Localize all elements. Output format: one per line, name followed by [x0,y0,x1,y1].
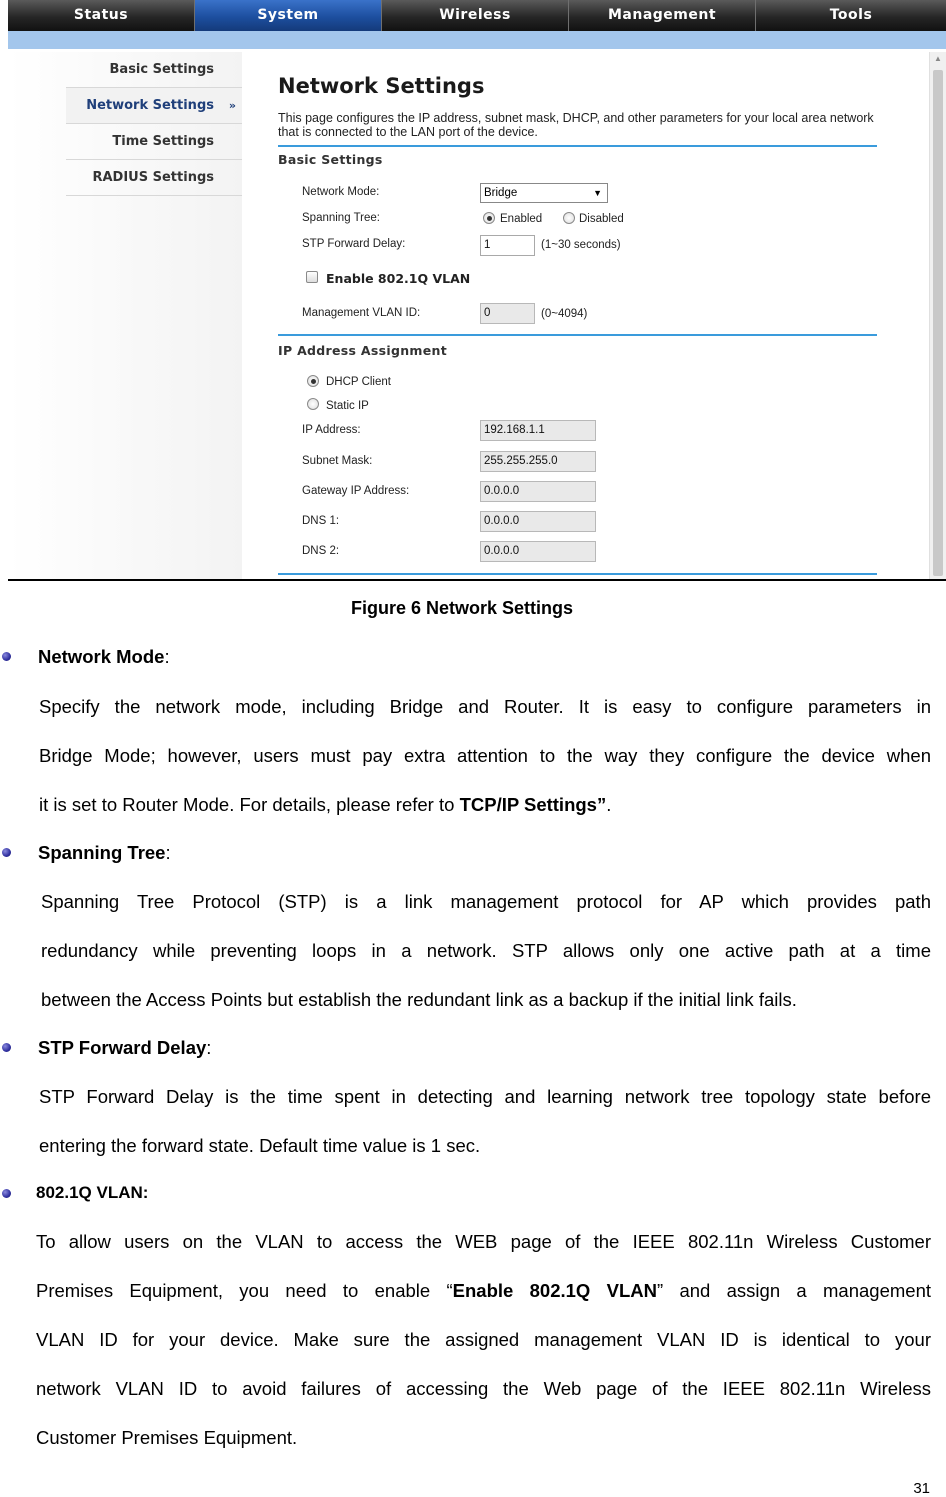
paragraph-line: Specify the network mode, including Bridge and Router. It is easy to configure parameters in [39,696,931,717]
line-text: ” and assign a management [656,1280,931,1301]
paragraph-line: Bridge Mode; however, users must pay extra attention to the way they configure the device when [39,745,931,766]
top-navigation [8,0,946,31]
enable-vlan-label: Enable 802.1Q VLAN [326,271,471,286]
spanning-tree-paragraph [41,877,931,1024]
gateway-ip-input[interactable]: 0.0.0.0 [480,481,596,502]
scroll-up-icon[interactable]: ▲ [934,54,942,63]
network-mode-paragraph [39,682,931,829]
vlan-heading [36,1183,148,1203]
spanning-tree-enabled-radio[interactable] [483,212,495,224]
bullet-icon [2,848,11,857]
paragraph-line: network VLAN ID to avoid failures of accessing the Web page of the IEEE 802.11n Wireless [36,1378,931,1399]
paragraph-line: Customer Premises Equipment. [36,1427,298,1448]
nav-tab-wireless[interactable]: Wireless [382,0,569,31]
bullet-icon [2,652,11,661]
sidebar-item-time-settings[interactable] [66,124,242,160]
subnet-mask-input[interactable]: 255.255.255.0 [480,451,596,472]
ip-address-input[interactable]: 192.168.1.1 [480,420,596,441]
sidebar-item-label: Network Settings [86,98,214,113]
paragraph-line [36,1266,931,1315]
divider [278,334,877,336]
network-mode-heading: Network Mode: [38,646,170,667]
sidebar-item-network-settings[interactable] [66,88,242,124]
sidebar-item-radius-settings[interactable] [66,160,242,196]
nav-tab-tools[interactable]: Tools [829,7,873,23]
figure-border [8,579,946,581]
dns1-label: DNS 1: [302,515,340,527]
enable-vlan-reference: Enable 802.1Q VLAN [452,1280,657,1301]
paragraph-line: redundancy while preventing loops in a network. STP allows only one active path at a time [41,940,931,961]
spanning-tree-enabled-label: Enabled [500,213,543,225]
paragraph-line: STP Forward Delay is the time spent in detecting and learning network tree topology state before [39,1086,931,1107]
paragraph-line: VLAN ID for your device. Make sure the assigned management VLAN ID is identical to your [36,1329,931,1350]
sub-navigation-bar [8,31,946,49]
paragraph-line [39,780,931,829]
dhcp-client-label: DHCP Client [326,376,391,388]
spanning-tree-heading: Spanning Tree: [38,842,171,863]
network-settings-screenshot [8,0,946,580]
tcpip-reference: TCP/IP Settings” [459,794,607,815]
dns1-input[interactable]: 0.0.0.0 [480,511,596,532]
network-mode-value: Bridge [484,187,518,199]
stp-forward-delay-term: STP Forward Delay [38,1037,207,1058]
divider [278,145,877,147]
ip-address-label: IP Address: [302,424,361,436]
static-ip-label: Static IP [326,400,369,412]
sidebar-item-label: RADIUS Settings [92,170,214,185]
sidebar [8,52,242,580]
subnet-mask-label: Subnet Mask: [302,455,373,467]
line-text: . [606,794,612,815]
vlan-paragraph [36,1217,931,1462]
stp-forward-delay-input[interactable]: 1 [480,235,535,256]
scrollbar-thumb[interactable] [933,70,943,576]
paragraph-line: Spanning Tree Protocol (STP) is a link management protocol for AP which provides path [41,891,931,912]
stp-forward-delay-label: STP Forward Delay: [302,238,406,250]
spanning-tree-disabled-label: Disabled [579,213,624,225]
static-ip-radio[interactable] [307,398,319,410]
dns2-label: DNS 2: [302,545,340,557]
management-vlan-id-input[interactable]: 0 [480,303,535,324]
network-mode-term: Network Mode [38,646,165,667]
spanning-tree-term: Spanning Tree [38,842,166,863]
management-vlan-id-label: Management VLAN ID: [302,307,421,319]
figure-caption: Figure 6 Network Settings [350,598,574,618]
stp-forward-delay-hint: (1~30 seconds) [541,239,621,251]
page-number: 31 [913,1480,930,1497]
sidebar-item-basic-settings[interactable] [66,52,242,88]
nav-tab-status[interactable]: Status [8,0,195,31]
paragraph-line: entering the forward state. Default time value is 1 sec. [39,1135,481,1156]
spanning-tree-disabled-radio[interactable] [563,212,575,224]
network-mode-label: Network Mode: [302,186,380,198]
management-vlan-id-hint: (0~4094) [541,308,588,320]
bullet-icon [2,1189,11,1198]
dhcp-client-radio[interactable] [307,375,319,387]
stp-forward-delay-paragraph [39,1072,931,1170]
enable-vlan-checkbox[interactable] [306,271,318,283]
sidebar-item-label: Basic Settings [109,62,214,77]
vlan-term: 802.1Q VLAN: [36,1183,149,1202]
page-description: This page configures the IP address, subnet mask, DHCP, and other parameters for your local area network that is connected to the LAN port of the device. [278,111,874,139]
paragraph-line: between the Access Points but establish the redundant link as a backup if the initial link fails. [41,989,797,1010]
nav-tab-management[interactable]: Management [569,0,756,31]
active-arrow-icon: » [228,99,236,112]
divider [278,573,877,575]
sidebar-item-label: Time Settings [112,134,214,149]
line-text: it is set to Router Mode. For details, please refer to [39,794,460,815]
paragraph-line: To allow users on the VLAN to access the WEB page of the IEEE 802.11n Wireless Customer [36,1231,931,1252]
stp-forward-delay-heading: STP Forward Delay: [38,1037,212,1058]
dns2-input[interactable]: 0.0.0.0 [480,541,596,562]
network-mode-select[interactable] [480,183,608,203]
section-heading-ip: IP Address Assignment [278,343,447,358]
spanning-tree-label: Spanning Tree: [302,212,381,224]
bullet-icon [2,1043,11,1052]
dropdown-arrow-icon: ▼ [593,188,602,198]
line-text: Premises Equipment, you need to enable “ [36,1280,453,1301]
vertical-scrollbar[interactable] [929,52,946,580]
page-title: Network Settings [278,74,485,98]
section-heading-basic: Basic Settings [278,152,383,167]
gateway-ip-label: Gateway IP Address: [302,485,410,497]
nav-tab-system[interactable]: System [195,0,382,31]
